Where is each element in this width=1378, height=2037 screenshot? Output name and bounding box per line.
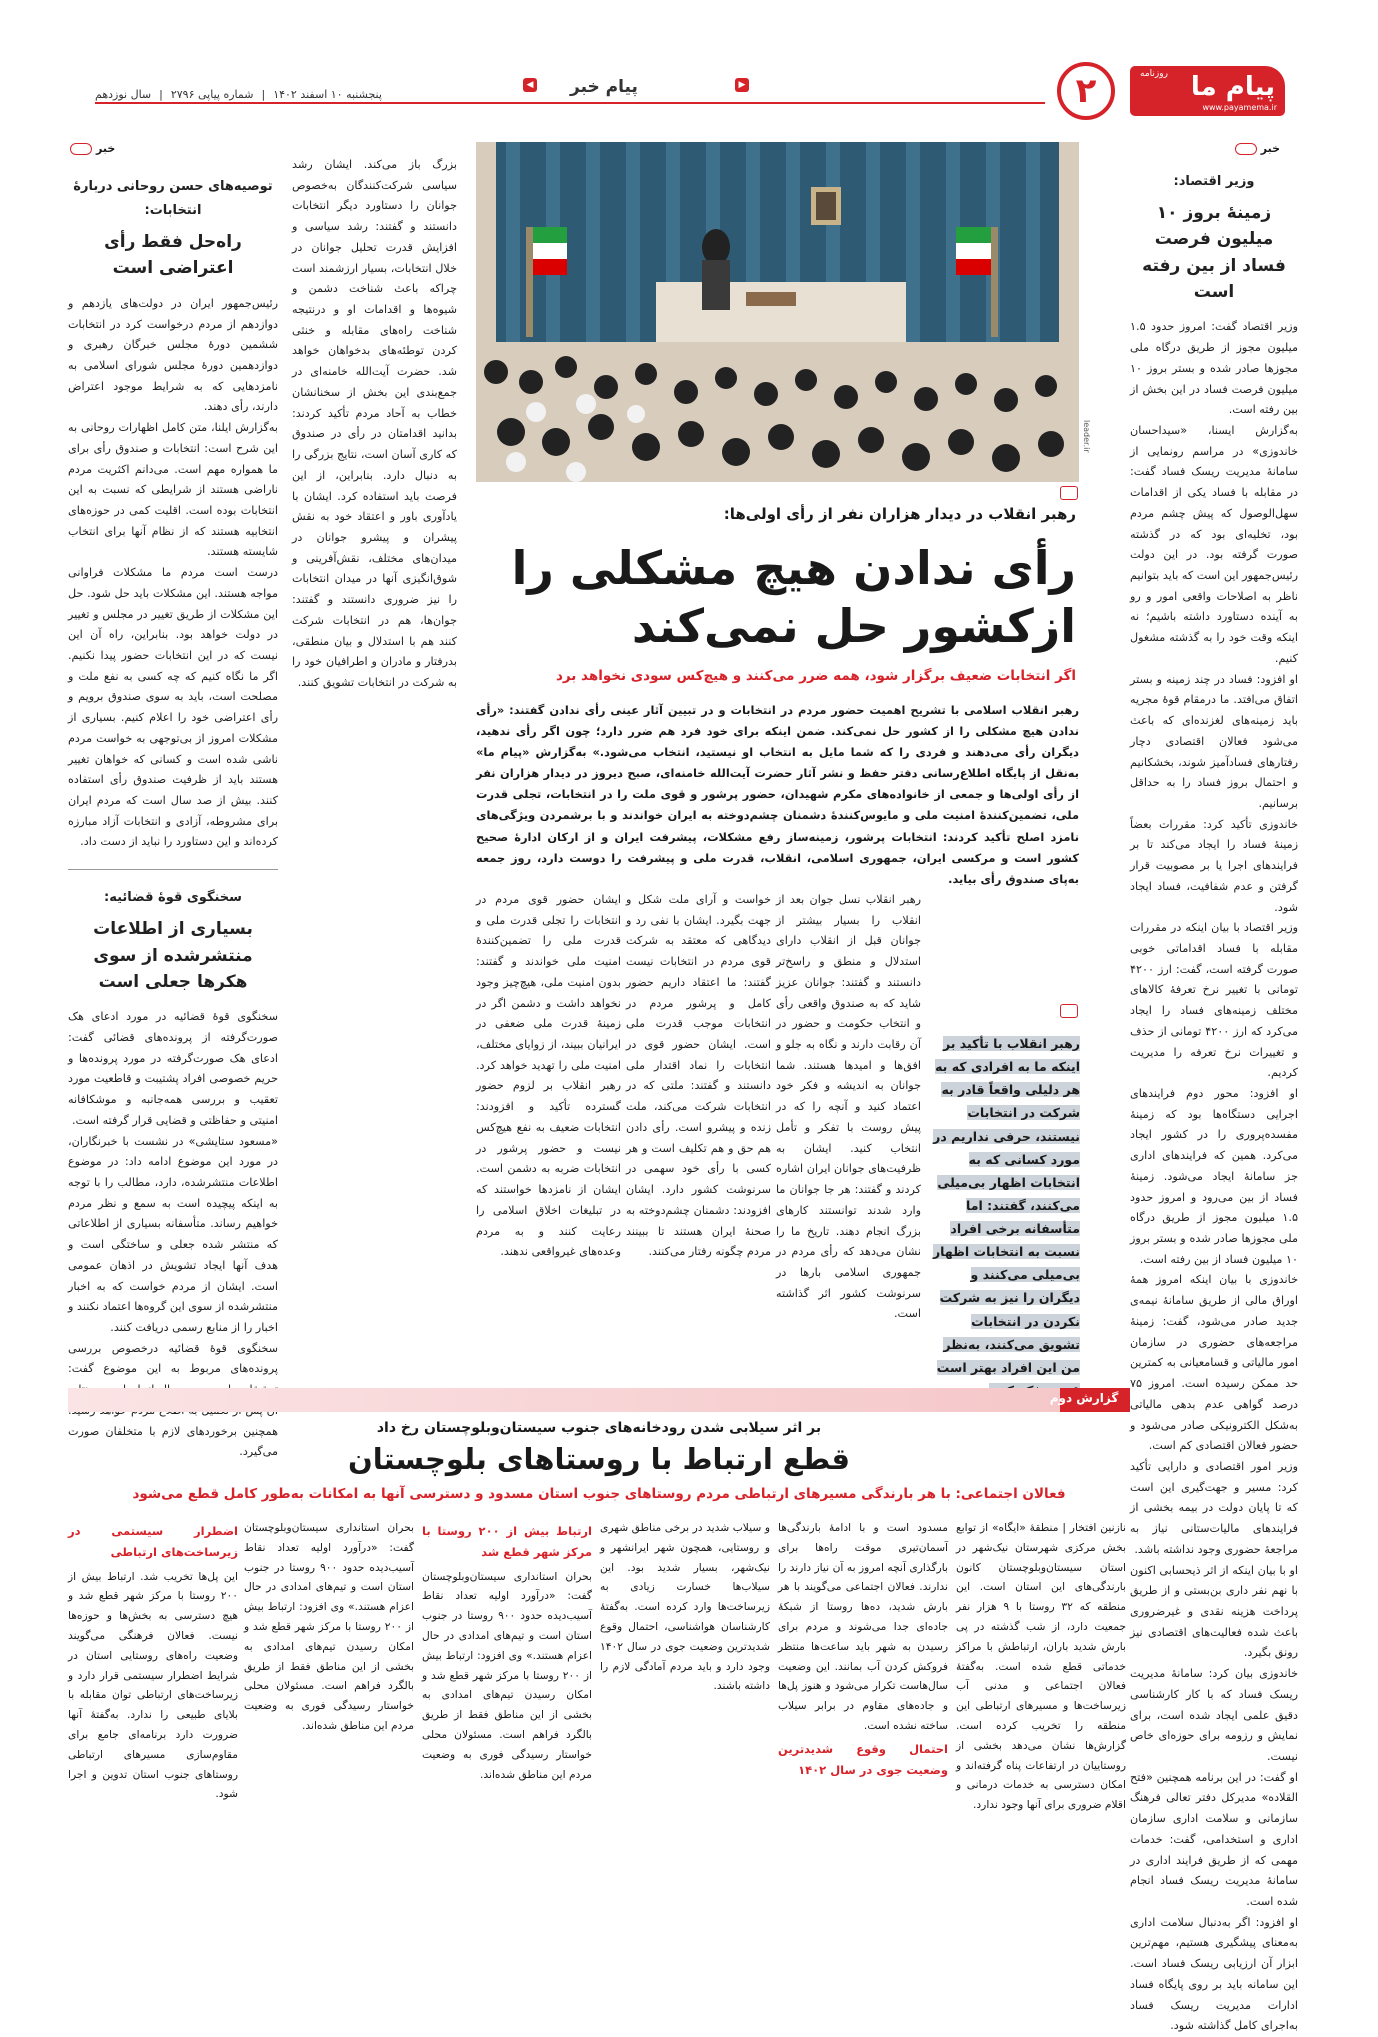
story-paragraph: «مسعود ستایشی» در نشست با خبرنگاران، در مورد این موضوع ادامه داد: در موضوع اطلاعات منتشرشده، دارد، مطالب را با توجه به اینکه پیچیده است به سمع و نظر مردم خواهیم رساند. متأسفانه بسیاری از اطلاعاتی که منتشر شده جعلی و ساختگی است و هدف آنها ایجاد تشویش در اذهان عمومی است. ایشان از مردم خواست که به اخبار منتشرشده از سوی این گروه‌ها اعتماد نکنند و اخبار را از منابع رسمی دریافت کنند. [68,1134,278,1335]
khabar-badge-icon [1235,143,1257,155]
report-column [600,1518,770,1938]
report-column [956,1518,1126,1938]
logo-wordmark: پیام ما [1190,72,1275,102]
page-number: ۲ [1057,62,1115,120]
story-paragraph: وزیر اقتصاد با بیان اینکه در مقررات مقابله با فساد اقداماتی خوبی صورت گرفته است، گفت: ارز ۴۲۰۰ تومانی با تغییر نرخ تعرفۀ کالاهای مختلف زمینه‌های فساد را ایجاد می‌کرد که ارز ۴۲۰۰ تومانی از حذف و تغییرات نرخ تعرفه را مدیریت کردیم. [1130,921,1298,1080]
logo-url: www.payamema.ir [1202,103,1277,112]
khabar-label: خبر [1260,142,1280,155]
chevron-left-icon: ◀ [523,78,537,92]
report-paragraph: مسدود است و با ادامۀ بارندگی‌ها آسمان‌تیری موقت راه‌ها برای بارگذاری آنچه امروز به آن نیاز دارند را ندارند. فعالان اجتماعی می‌گویند با هر بارش شدید، ده‌ها روستا از شبکۀ جاده‌ای جدا می‌شوند و مردم برای رسیدن به شهر باید ساعت‌ها منتظر فروکش کردن آب بمانند. این وضعیت سال‌هاست تکرار می‌شود و هنوز پل‌ها و جاده‌های مقاوم در برابر سیلاب ساخته نشده است. [778,1521,948,1732]
story-paragraph: خاندوزی تأکید کرد: مقررات بعضاً زمینۀ فساد را ایجاد می‌کند تا بر فرایندهای اجرا یا بر مصوبیت قرار گرفتن و عدم شفافیت، فساد ایجاد شود. [1130,817,1298,914]
story-paragraph: او افزود: اگر به‌دنبال سلامت اداری به‌معنای پیشگیری هستیم، مهم‌ترین ابزار آن ارزیابی ریسک فساد است. این سامانه باید بر روی پایگاه فساد ادارات مدیریت ریسک فساد به‌اجرای کامل گذاشته شود. [1130,1915,1298,2033]
story-paragraph: خاندوزی بیان کرد: سامانۀ مدیریت ریسک فساد که با کار کارشناسی دقیق علمی ایجاد شده است، برای نمایش و رزومه برای حوزه‌ای خاص نیست. [1130,1667,1298,1764]
lead-subhead: اگر انتخابات ضعیف برگزار شود، همه ضرر می‌کنند و هیچ‌کس سودی نخواهد برد [555,668,1076,684]
khabar-label: خبر [96,142,116,155]
lead-photo [476,142,1079,482]
issue-date: پنجشنبه ۱۰ اسفند ۱۴۰۲ [273,88,382,101]
lead-intro: رهبر انقلاب اسلامی با تشریح اهمیت حضور مردم در انتخابات و در تبیین آثار عینی رأی ندادن گفتند: «رأی ندادن هیچ مشکلی را از کشور حل نمی‌کند. ضمن اینکه برای خود فرد هم ضرر دارد؛ چون اگر رأی ندهید، دیگران رأی می‌دهند و فردی را که شما مایل به انتخاب او نیستید، انتخاب می‌شود.» به‌گزارش «پیام ما» به‌نقل از پایگاه اطلاع‌رسانی دفتر حفظ و نشر آثار حضرت آیت‌الله خامنه‌ای، صبح دیروز در دیدار هزاران نفر از رأی اولی‌ها و جمعی از خانواده‌های مکرم شهیدان، حضور پرشور و قوی ملت را در انتخابات، تجلی قدرت ملی، تضمین‌کنندۀ امنیت ملی و مایوس‌کنندۀ دشمنان چشم‌دوخته به ایران خواندند و با برشمردن ویژگی‌های نامزد اصلح تأکید کردند: انتخابات پرشور، زمینه‌ساز رفع مشکلات، پیشرفت ایران و از ارکان ادارۀ صحیح کشور است و مرکسی ایران، جمهوری اسلامی، انقلاب، قدرت ملی و پیشرفت را دوست دارد، روز جمعه به‌پای صندوق رأی بیاید. [476,703,1079,886]
section-name: پیام خبر [560,74,648,100]
report-paragraph: بحران استانداری سیستان‌وبلوچستان گفت: «درآورد اولیه تعداد نقاط آسیب‌دیده حدود ۹۰۰ روستا در جنوب استان است و تیم‌های امدادی در حال اعزام هستند.» وی افزود: ارتباط بیش از ۲۰۰ روستا با مرکز شهر قطع شد و امکان رسیدن تیم‌های امدادی به بخشی از این مناطق فقط از طریق بالگرد فراهم است. مسئولان محلی خواستار رسیدگی فوری به وضعیت مردم این مناطق شده‌اند. [422,1569,593,1781]
report-column [68,1518,238,1938]
report-column [422,1518,592,1938]
report-paragraph: این پل‌ها تخریب شد. ارتباط بیش از ۲۰۰ روستا با مرکز شهر قطع شد و هیچ دسترسی به بخش‌ها و حوزه‌ها نیست. فعالان فرهنگی می‌گویند وضعیت راه‌های روستایی استان در شرایط اضطرار سیستمی قرار دارد و زیرساخت‌های ارتباطی توان مقابله با بلایای طبیعی را ندارد. به‌گفتۀ آنها ضرورت دارد برنامه‌ای جامع برای مقاوم‌سازی مسیرهای ارتباطی روستاهای جنوب استان تدوین و اجرا شود. [68,1569,238,1801]
quote-icon [1060,1004,1078,1018]
story-paragraph: او افزود: محور دوم فرایندهای اجرایی دستگاه‌ها بود که زمینۀ مفسده‌پروری را در کشور ایجاد می‌کرد. همین که فرایندهای اداری جز سامانۀ ایجاد می‌شود. زمینۀ فساد از بین می‌رود و امروز حدود ۱.۵ میلیون مجوز از طریق درگاه ملی مجوزها صادر شده و بستر بروز ۱۰ میلیون فساد از بین رفته است. [1130,1087,1298,1266]
story-paragraph: به‌گزارش ایسنا، «سیداحسان خاندوزی» در مراسم رونمایی از سامانۀ مدیریت ریسک فساد گفت: در مقابله با فساد یکی از اقدامات سهل‌الوصول که پیش چشم مردم بود، تخلیه‌ای بود که در گذشته صورت گرفته بود. در این دولت رئیس‌جمهور این است که باید بتوانیم ناظر به اصلاحات واقعی امور و رو به آینده دستاورد داشته باشیم؛ نه اینکه وقت خود را به گذشته مشغول کنیم. [1129,424,1298,665]
report-column [244,1518,414,1938]
meta-separator: | [159,88,163,101]
report-column [778,1518,948,1938]
story-paragraph: درست است مردم ما مشکلات فراوانی مواجه هستند. این مشکلات باید حل شود. حل این مشکلات از طریق تغییر در مجلس و تغییر در دولت خواهد بود. بنابراین، راه آن این نیست که در این انتخابات حضور پیدا نکنیم. اگر ما نگاه کنیم که چه کسی به نفع ملت و مصلحت است، باید به سوی صندوق برویم و رأی اعتراضی خود را اعلام کنیم. بسیاری از مشکلات امروز از بی‌توجهی به خواست مردم ناشی شده است و کسانی که خواهان تغییر هستند باید از ظرفیت صندوق رأی استفاده کنند. بیش از صد سال است که مردم ایران برای مشروطه، آزادی و انتخابات آزاد مبارزه کرده‌اند و این دستاورد را نباید از دست داد. [68,566,278,849]
story-title: راه‌حل فقط رأی اعتراضی است [104,232,242,279]
pull-quote-text: رهبر انقلاب با تأکید بر اینکه ما به افرادی که به هر دلیلی واقعاً قادر به شرکت در انتخابات نیستند، حرفی نداریم در مورد کسانی که به انتخابات اظهار بی‌میلی می‌کنند، گفتند: اما متأسفانه برخی افراد نسبت به انتخابات اظهار بی‌میلی می‌کنند و دیگران را نیز به شرکت نکردن در انتخابات تشویق می‌کنند، به‌نظر من این افراد بهتر است [933,1036,1080,1398]
lead-column: رهبر انقلاب نسل جوان بعد از انقلاب را بسیار بیشتر از جوانان قبل از انقلاب دارای استدلال و منطق و راسخ‌تر دانستند و گفتند: جوانان عزیز شاید که به صندوق واقعی رأی و انتخاب حکومت و حضور در آن رقابت دارند و نگاه به جلو و افق‌ها و امیدها هستند. شما جوانان به اندیشه و فکر خود اعتماد کنید و آنچه را که در پیش روست با تفکر و تأمل انتخاب کنید. ایشان به ظرفیت‌های جوانان ایران اشاره کردند و گفتند: هر جا جوانان ما وارد شدند توانستند کارهای بزرگ انجام دهند. تاریخ ما را نشان می‌دهد که رأی مردم در جمهوری اسلامی بارها در سرنوشت کشور اثر گذاشته است. [776,893,921,1321]
story-kicker: وزیر اقتصاد: [1173,174,1255,189]
photo-credit: leader.ir [1082,420,1091,453]
logo-tagline: روزنامه [1140,69,1168,79]
lead-headline-line: ازکشور حل نمی‌کند [631,598,1076,653]
khabar-badge-icon [70,143,92,155]
khabar-tag-left [70,142,115,155]
story-paragraph: وزیر امور اقتصادی و دارایی تأکید کرد: مسیر و جهت‌گیری این است که تا پایان دولت در بیمه بخشی از فرایندهای مالیات‌ستانی نیاز به مراجعۀ حضوری وجود نداشته باشد. [1130,1459,1298,1556]
report-label: گزارش دوم [1049,1391,1119,1405]
report-band [68,1388,1130,1412]
issue-meta [95,88,382,101]
newspaper-logo[interactable] [1130,66,1285,116]
lead-headline-line: رأی ندادن هیچ مشکلی را [511,541,1076,595]
lead-headline [476,540,1076,655]
chevron-right-icon: ▶ [735,78,749,92]
report-subhead: فعالان اجتماعی: با هر بارندگی مسیرهای ارتباطی مردم روستاهای جنوب استان مسدود و دسترسی آنها به امکانات به‌طور کامل قطع می‌شود [132,1486,1066,1502]
story-paragraph: سخنگوی قوۀ قضائیه درخصوص بررسی پرونده‌های مربوط به این موضوع گفت: همچنین برخوردهای لازم با متخلفان صورت می‌گیرد. [68,1341,278,1459]
report-paragraph: بحران استانداری سیستان‌وبلوچستان گفت: «درآورد اولیه تعداد نقاط آسیب‌دیده حدود ۹۰۰ روستا در جنوب استان است و تیم‌های امدادی در حال اعزام هستند.» وی افزود: ارتباط بیش از ۲۰۰ روستا با مرکز شهر قطع شد و امکان رسیدن تیم‌های امدادی به بخشی از این مناطق فقط از طریق بالگرد فراهم است. مسئولان محلی خواستار رسیدگی فوری به وضعیت مردم این مناطق شده‌اند. [244,1521,415,1732]
report-headline: قطع ارتباط با روستاهای بلوچستان [348,1442,850,1476]
report-subhead-inline: ارتباط بیش از ۲۰۰ روستا با مرکز شهر قطع شد [422,1524,592,1560]
right-sidebar-story [1129,170,1298,2033]
story-title: بسیاری از اطلاعات منتشرشده از سوی هکرها جعلی است [93,919,253,992]
story-paragraph: خاندوزی با بیان اینکه امروز همۀ اوراق مالی از طریق سامانۀ نیمه‌ی جدید صادر می‌شود، گفت: زمینۀ مراجعه‌های حضوری در سازمان امور مالیاتی و قسامعیانی به کمترین حد ممکن رسیده است. امروز ۷۵ درصد گواهی عدم بدهی مالیاتی به‌شکل الکترونیکی صادر می‌شود و حضور فعالان اقتصادی کم است. [1130,1273,1298,1453]
lead-column: خواست و آرای ملت شکل و جهت بگیرد. ایشان با نفی رد و دیدگاهی که معتقد به شرکت قوی مردم در انتخابات نیست گفتند: ما اعتقاد داریم حضور کامل و پرشور مردم در انتخابات موجب قدرت ملی است. ایشان حضور قوی در انتخابات را نماد اقتدار ملی دانستند و گفتند: ملتی که در انتخابات شرکت می‌کند، ملت زنده و پیشرو است. رأی دادن هم حق و هم تکلیف است و هر کسی با رأی خود سهمی در سرنوشت کشور دارد. ایشان افزودند: دشمنان چشم‌دوخته به صحنۀ ایران هستند تا ببینند مردم چگونه رفتار می‌کنند. [626,893,771,1259]
story-paragraph: او افزود: فساد در چند زمینه و بستر اتفاق می‌افتد. ما درمقام قوۀ مجریه باید زمینه‌های لغزنده‌ای که باعث می‌شود فعالان اقتصادی دچار رفتارهای فسادآمیز شوند، بخشکانیم و احتمال بروز فساد را به حداقل برسانیم. [1130,672,1298,810]
story-paragraph: وزیر اقتصاد گفت: امروز حدود ۱.۵ میلیون مجوز از طریق درگاه ملی مجوزها صادر شده و بستر بروز ۱۰ میلیون فرصت فساد در این بخش از بین رفته است. [1130,320,1298,417]
pull-quote [930,1032,1080,1375]
story-divider [68,869,278,870]
report-kicker: بر اثر سیلابی شدن رودخانه‌های جنوب سیستان‌وبلوچستان رخ داد [376,1420,822,1436]
left-sidebar [68,175,278,1459]
lead-column: بزرگ باز می‌کند. ایشان رشد سیاسی شرکت‌کنندگان به‌خصوص جوانان را دستاورد دیگر انتخابات دانستند و گفتند: رشد سیاسی و افزایش قدرت تحلیل جوانان در خلال انتخابات، بسیار ارزشمند است چراکه باعث شناخت دشمن و شیوه‌ها و اقدامات او و درنتیجه شناخت راه‌های مقابله و خنثی کردن توطئه‌های بدخواهان خواهد شد. حضرت آیت‌الله خامنه‌ای در جمع‌بندی این بخش از سخنانشان خطاب به آحاد مردم تأکید کردند: بدانید اقدامتان در رأی در صندوق که کاری آسان است، نتایج بزرگی را به دنبال دارد. بنابراین، از این فرصت باید استفاده کرد. ایشان با یادآوری باور و اعتقاد خود به نقش پیشران و پیشرو جوانان در میدان‌های مختلف، نقش‌آفرینی و شوق‌انگیزی آنها در میدان انتخابات را نیز ضروری دانستند و گفتند: جوان‌ها، هم در انتخابات شرکت کنند هم با استدلال و بیان منطقی، بدرفتار و مادران و اطرافیان خود را به شرکت در انتخابات تشویق کنند. [292,158,457,689]
camera-icon [1060,486,1078,500]
story-paragraph: او با بیان اینکه از اثر ذیحسابی اکنون با نهم نفر داری بن‌بستی و از طریق پرداخت هزینه نقدی و غیرضروری باعث شده فعالیت‌های اقتصادی نیز رونق بگیرد. [1130,1563,1298,1660]
story-kicker: توصیه‌های حسن روحانی دربارۀ انتخابات: [73,179,273,219]
report-subhead-inline: احتمال وقوع شدیدترین وضعیت جوی در سال ۱۴۰۲ [778,1741,948,1778]
lead-column: ایشان حضور قوی مردم در انتخابات را تجلی قدرت ملی و قدرت ملی را تضمین‌کنندۀ امنیت ملی خواندند و گفتند: بدون امنیت ملی، هیچ‌چیز وجود نخواهد داشت و دشمن اگر در زمینۀ قدرت ملی ضعفی در ایرانیان ببیند، از زوایای مختلف، امنیت ملی را تهدید خواهد کرد. رهبر انقلاب بر لزوم حضور گسترده تأکید و افزودند: انتخابات ضعیف به نفع هیچ‌کس نیست و حضور پرشور در انتخابات ضربه به دشمن است. ایشان از نامزدها خواستند که در تبلیغات اخلاق اسلامی را رعایت کنند و به مردم وعده‌های غیرواقعی ندهند. [476,893,621,1259]
page-header [95,62,1285,127]
khabar-tag-right [1235,142,1280,155]
story-kicker: سخنگوی قوۀ قضائیه: [104,890,242,906]
issue-number: شماره پیاپی ۲۷۹۶ [170,88,254,101]
header-rule [95,102,1045,104]
story-paragraph: سخنگوی قوۀ قضائیه در مورد ادعای هک صورت‌گرفته از پرونده‌های قضائی گفت: ادعای هک صورت‌گرفته در مورد پرونده‌ها و حریم خصوصی افراد پشتیبت و قاطعیت مورد تعقیب و بررسی همه‌جانبه و موشکافانه امنیتی و حفاظتی و قضایی قرار گرفته است. [68,1010,278,1127]
report-paragraph: نازنین افتخار | منطقۀ «ایگاه» از توابع بخش مرکزی شهرستان نیک‌شهر در استان سیستان‌وبلوچستان کانون بارندگی‌های این استان است. این منطقه که ۳۲ روستا با ۹ هزار نفر جمعیت دارد، از شب گذشته در پی بارش شدید باران، ارتباطش با مراکز خدماتی قطع شده است. به‌گفتۀ فعالان اجتماعی و مدنی آب زیرساخت‌ها و مسیرهای ارتباطی این منطقه را تخریب کرده است. گزارش‌ها نشان می‌دهد بخشی از روستاییان در ارتفاعات پناه گرفته‌اند و امکان دسترسی به خدمات درمانی و اقلام ضروری برای آنها وجود ندارد. [956,1521,1126,1812]
meta-separator: | [261,88,266,101]
issue-year: سال نوزدهم [95,88,152,101]
lead-photo-illustration [476,142,1079,482]
report-paragraph: و سیلاب شدید در برخی مناطق شهری و روستایی، همچون شهر ایرانشهر و نیک‌شهر، بسیار شدید بود. این سیلاب‌ها خسارت زیادی به زیرساخت‌ها وارد کرده است. به‌گفتۀ کارشناسان هواشناسی، احتمال وقوع شدیدترین وضعیت جوی در سال ۱۴۰۲ وجود دارد و باید مردم آمادگی لازم را داشته باشند. [600,1521,770,1693]
story-title: زمینۀ بروز ۱۰ میلیون فرصت فساد از بین رفته است [1142,203,1286,303]
story-paragraph: رئیس‌جمهور ایران در دولت‌های یازدهم و دوازدهم از مردم درخواست کرد در انتخابات ششمین دورۀ مجلس خبرگان رهبری و دوازدهمین دورۀ مجلس شورای اسلامی به نامزدهایی که به شرایط موجود اعتراض دارند، رأی دهند. [68,296,278,414]
report-subhead-inline: اضطرار سیستمی در زیرساخت‌های ارتباطی [68,1524,238,1560]
story-paragraph: او گفت: در این برنامه همچنین «فتح القلاده» مدیرکل دفتر تعالی فرهنگ سازمانی و سلامت اداری سازمان اداری و استخدامی، گفت: خدمات مهمی که از طریق فرایند اداری در سامانۀ مدیریت ریسک فساد انجام شده است. [1130,1770,1298,1909]
lead-kicker: رهبر انقلاب در دیدار هزاران نفر از رأی اولی‌ها: [723,505,1076,523]
story-paragraph: به‌گزارش ایلنا، متن کامل اظهارات روحانی به این شرح است: انتخابات و صندوق رأی برای ما همواره مهم است. می‌دانم اکثریت مردم ناراضی هستند از شرایطی که نسبت به این انتخابات بوده است. اقلیت کمی در حوزه‌های انتخابیه هستند که از نظام آنها برای انتخاب شایسته هستند. [68,421,278,559]
